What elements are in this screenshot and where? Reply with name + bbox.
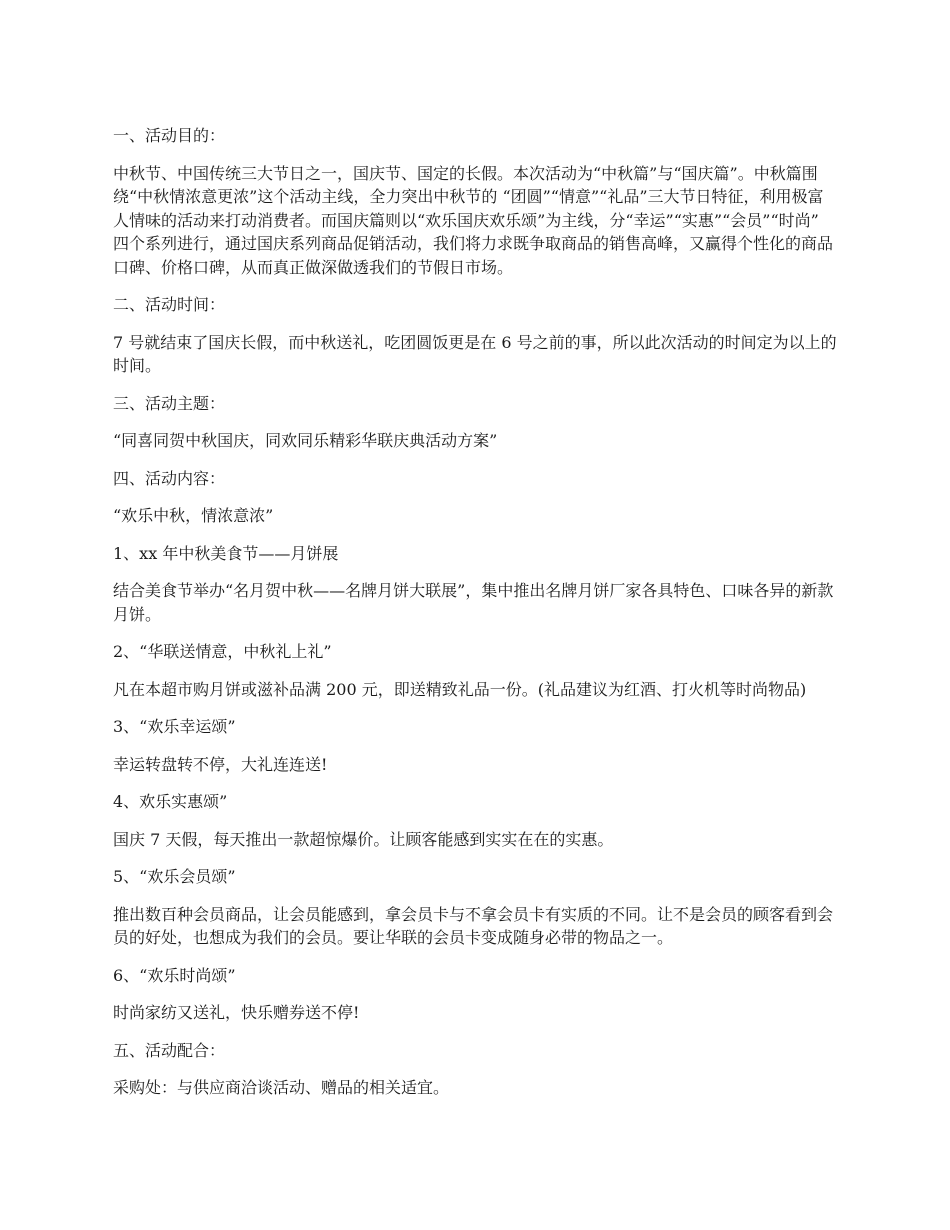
item-5-title: 5、“欢乐会员颂” [113,867,236,886]
item-6-text: 时尚家纺又送礼，快乐赠券送不停! [113,1003,360,1022]
heading-purpose: 一、活动目的： [113,126,226,145]
heading-coordination: 五、活动配合： [113,1040,226,1060]
paragraph-slogan: “欢乐中秋，情浓意浓” [113,506,274,525]
item-1-title: 1、xx 年中秋美食节——月饼展 [113,543,339,563]
heading-content: 四、活动内容： [113,468,226,488]
paragraph-theme: “同喜同贺中秋国庆，同欢同乐精彩华联庆典活动方案” [113,431,498,450]
heading-theme: 三、活动主题： [113,393,226,413]
paragraph-purpose: 中秋节、中国传统三大节日之一，国庆节、国定的长假。本次活动为“中秋篇”与“国庆篇”。中秋篇围绕“中秋情浓意更浓”这个活动主线，全力突出中秋节的 “团圆”“情意”“礼品”三大节日特征，利用极富人情味的活动来打动消费者。而国庆篇则以“欢乐国庆欢乐颂”为主线，分“幸运”“实惠”“会员”“时尚” 四个系列进行，通过国庆系列商品促销活动，我们将力求既争取商品的销售高峰，又赢得个性化的商品口碑、价格口碑，从而真正做深做透我们的节假日市场。 [113,163,834,277]
paragraph-coordination: 采购处：与供应商洽谈活动、赠品的相关适宜。 [113,1078,450,1097]
item-6-title: 6、“欢乐时尚颂” [113,965,236,985]
item-1-text: 结合美食节举办“名月贺中秋——名牌月饼大联展”，集中推出名牌月饼厂家各具特色、口味各异的新款月饼。 [113,581,834,624]
item-2-title: 2、“华联送情意，中秋礼上礼” [113,642,332,661]
item-2-text: 凡在本超市购月饼或滋补品满 200 元，即送精致礼品一份。(礼品建议为红酒、打火机等时尚物品) [113,679,807,699]
document-body [113,124,839,1114]
item-4-title: 4、欢乐实惠颂” [113,792,228,811]
item-3-text: 幸运转盘转不停，大礼连连送! [113,754,328,774]
heading-time: 二、活动时间： [113,295,226,314]
item-3-title: 3、“欢乐幸运颂” [113,717,236,736]
paragraph-time: 7 号就结束了国庆长假，而中秋送礼，吃团圆饭更是在 6 号之前的事，所以此次活动的时间定为以上的时间。 [113,332,837,375]
item-4-text: 国庆 7 天假，每天推出一款超惊爆价。让顾客能感到实实在在的实惠。 [113,829,614,849]
item-5-text: 推出数百种会员商品，让会员能感到，拿会员卡与不拿会员卡有实质的不同。让不是会员的顾客看到会员的好处，也想成为我们的会员。要让华联的会员卡变成随身必带的物品之一。 [113,904,834,947]
